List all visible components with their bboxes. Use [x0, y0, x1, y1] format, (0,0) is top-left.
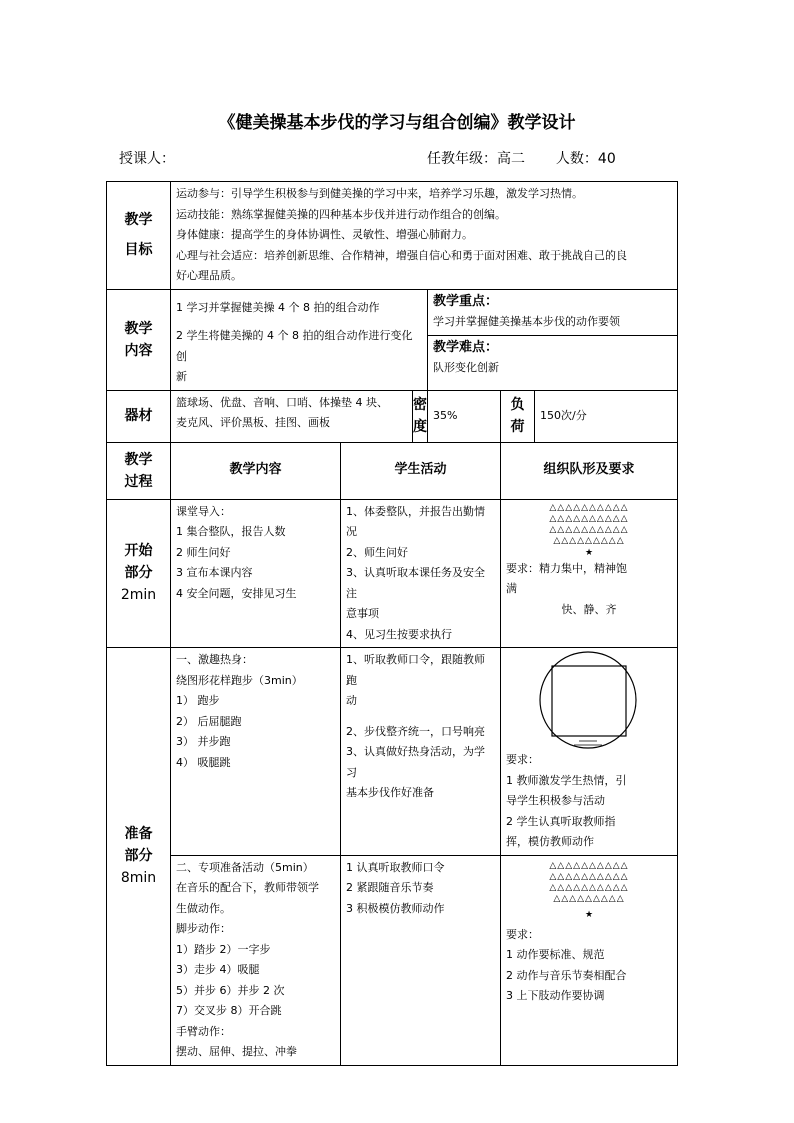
difficulty-text: 队形变化创新	[433, 361, 499, 374]
prep-label: 准备 部分 8min	[107, 648, 171, 1066]
col-header-content: 教学内容	[171, 442, 341, 499]
formation-row: △△△△△△△△△△	[549, 871, 629, 882]
key-point-text: 学习并掌握健美操基本步伐的动作要领	[433, 315, 620, 328]
goals-text	[171, 182, 678, 290]
equipment-list: 篮球场、优盘、音响、口哨、体操垫 4 块、 麦克风、评价黑板、挂图、画板	[171, 390, 413, 442]
grade-label: 任教年级：高二	[427, 151, 525, 167]
start-row	[107, 499, 678, 648]
key-point-title: 教学重点：	[433, 293, 499, 309]
student-count: 人数：40	[555, 151, 616, 167]
equipment-label: 器材	[107, 390, 171, 442]
col-header-formation: 组织队形及要求	[501, 442, 678, 499]
load-label: 负 荷	[501, 390, 535, 442]
goals-label: 教学 目标	[107, 182, 171, 290]
start-content: 课堂导入： 1 集合整队，报告人数 2 师生问好 3 宣布本课内容 4 安全问题，安排见习生	[171, 499, 341, 648]
formation-row: △△△△△△△△△△	[549, 513, 629, 524]
content-item-1: 1 学习并掌握健美操 4 个 8 拍的组合动作	[176, 300, 380, 314]
key-points-cell	[428, 289, 678, 390]
running-route-diagram	[524, 650, 654, 750]
prep-row-2	[107, 855, 678, 1065]
goals-row	[107, 182, 678, 290]
formation-row: △△△△△△△△△△	[549, 860, 629, 871]
load-value: 150次/分	[535, 390, 678, 442]
prep-content-2: 二、专项准备活动（5min） 在音乐的配合下，教师带领学 生做动作。 脚步动作： 1）踏步 2）一字步 3）走步 4）吸腿 5）并步 6）并步 2 次 7）交叉步 8）开合跳 手臂动作： 摆动、屈伸、提拉、冲拳	[171, 855, 341, 1065]
process-label: 教学 过程	[107, 442, 171, 499]
start-label: 开始 部分 2min	[107, 499, 171, 648]
density-label: 密 度	[413, 390, 428, 442]
start-formation: △△△△△△△△△△ △△△△△△△△△△ △△△△△△△△△△ △△△△△△△△△ ★ 要求：精力集中，精神饱 满 快、静、齐	[501, 499, 678, 648]
formation-row: △△△△△△△△△	[553, 535, 625, 546]
goal-line: 运动参与：引导学生积极参与到健美操的学习中来，培养学习乐趣，激发学习热情。	[176, 187, 583, 200]
content-item-2-cont: 新	[176, 370, 187, 383]
goal-line: 运动技能：熟练掌握健美操的四种基本步伐并进行动作组合的创编。	[176, 207, 506, 221]
formation-row: △△△△△△△△△△	[549, 882, 629, 893]
prep-row-1	[107, 648, 678, 856]
prep-formation-1: 要求： 1 教师激发学生热情，引 导学生积极参与活动 2 学生认真听取教师指 挥，模仿教师动作	[501, 648, 678, 856]
content-row	[107, 289, 678, 390]
lesson-plan-table	[106, 181, 678, 1066]
formation-row: △△△△△△△△△	[553, 893, 625, 904]
start-activity: 1、体委整队，并报告出勤情况 2、师生问好 3、认真听取本课任务及安全注 意事项 4、见习生按要求执行	[341, 499, 501, 648]
meta-info	[427, 148, 616, 168]
density-value: 35%	[428, 390, 501, 442]
teacher-label: 授课人：	[119, 151, 175, 167]
goal-line: 心理与社会适应：培养创新思维、合作精神，增强自信心和勇于面对困难、敢于挑战自己的良	[176, 248, 627, 262]
prep-formation-2: △△△△△△△△△△ △△△△△△△△△△ △△△△△△△△△△ △△△△△△△△△ ★ 要求： 1 动作要标准、规范 2 动作与音乐节奏相配合 3 上下肢动作要协调	[501, 855, 678, 1065]
process-header-row	[107, 442, 678, 499]
content-label: 教学 内容	[107, 289, 171, 390]
teacher-star-icon: ★	[584, 909, 594, 920]
goal-line: 好心理品质。	[176, 269, 242, 282]
prep-content-1: 一、激趣热身： 绕图形花样跑步（3min） 1） 跑步 2） 后屈腿跑 3） 并步跑 4） 吸腿跳	[171, 648, 341, 856]
prep-activity-1: 1、听取教师口令，跟随教师跑 动 2、步伐整齐统一，口号响亮 3、认真做好热身活动，为学习 基本步伐作好准备	[341, 648, 501, 856]
formation-row: △△△△△△△△△△	[549, 524, 629, 535]
formation-row: △△△△△△△△△△	[549, 502, 629, 513]
content-items	[171, 289, 428, 390]
difficulty-title: 教学难点：	[433, 339, 499, 355]
equipment-row	[107, 390, 678, 442]
teacher-star-icon: ★	[584, 547, 594, 558]
content-item-2: 2 学生将健美操的 4 个 8 拍的组合动作进行变化创	[176, 329, 413, 363]
prep-activity-2: 1 认真听取教师口令 2 紧跟随音乐节奏 3 积极模仿教师动作	[341, 855, 501, 1065]
page-title: 《健美操基本步伐的学习与组合创编》教学设计	[218, 113, 576, 133]
col-header-activity: 学生活动	[341, 442, 501, 499]
goal-line: 身体健康：提高学生的身体协调性、灵敏性、增强心肺耐力。	[176, 228, 473, 241]
